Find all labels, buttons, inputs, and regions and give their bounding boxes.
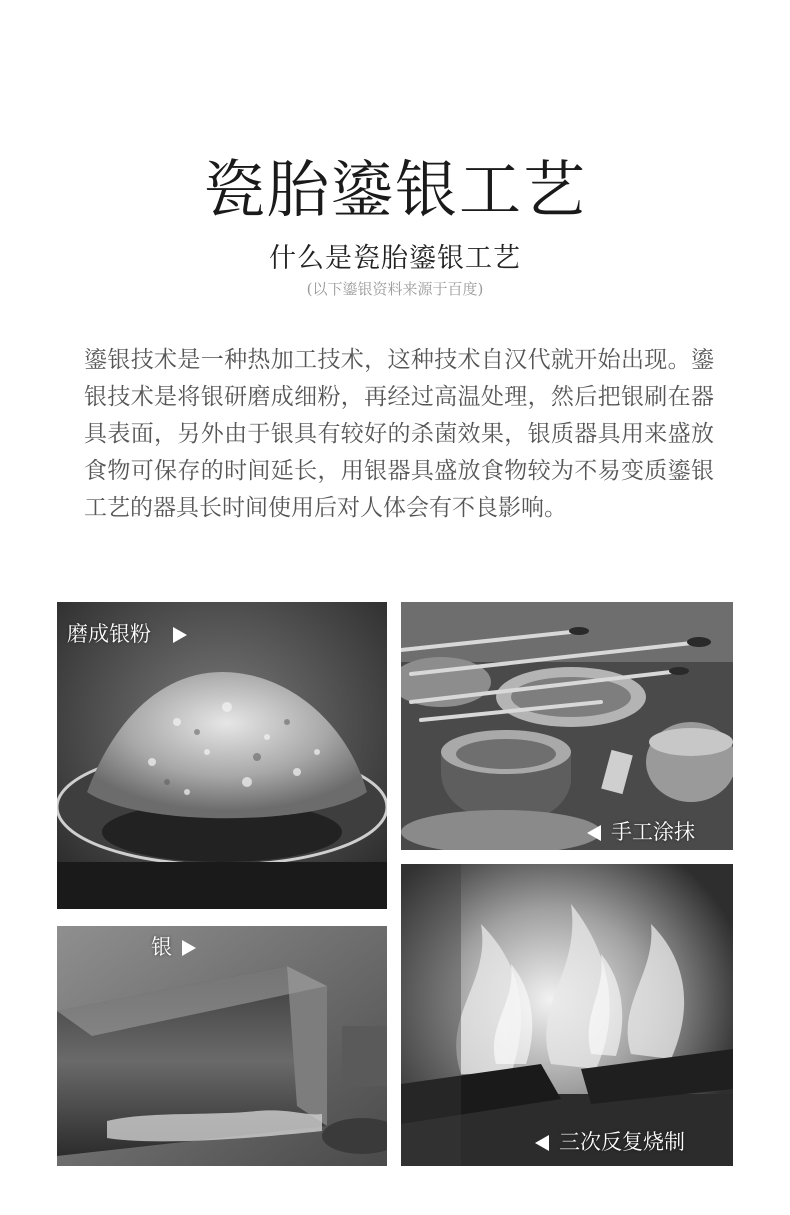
play-arrow-right-icon xyxy=(182,940,196,956)
page-title: 瓷胎鎏银工艺 xyxy=(202,153,587,226)
hand-painting-image xyxy=(401,602,733,850)
photo-hand-painting xyxy=(401,602,733,850)
intro-paragraph: 鎏银技术是一种热加工技术，这种技术自汉代就开始出现。鎏银技术是将银研磨成细粉，再经过高温处理，然后把银刷在器具表面，另外由于银具有较好的杀菌效果，银质器具用来盛放食物可保存的时间延长，用银器具盛放食物较为不易变质鎏银工艺的器具长时间使用后对人体会有不良影响。 xyxy=(84,347,714,521)
play-arrow-right-icon xyxy=(173,627,187,643)
source-note: (以下鎏银资料来源于百度) xyxy=(306,280,484,298)
play-arrow-left-icon xyxy=(587,825,601,841)
play-arrow-left-icon xyxy=(535,1135,549,1151)
photo-label-silver-bar xyxy=(151,931,196,961)
photo-label-text: 手工涂抹 xyxy=(611,820,695,844)
photo-firing xyxy=(401,864,733,1166)
photo-silver-bar xyxy=(57,926,387,1166)
photo-label-text: 三次反复烧制 xyxy=(559,1130,685,1154)
silver-powder-image xyxy=(57,602,387,909)
photo-silver-powder xyxy=(57,602,387,909)
silver-bar-image xyxy=(57,926,387,1166)
photo-label-text: 磨成银粉 xyxy=(67,622,151,646)
photo-label-text: 银 xyxy=(151,935,172,959)
section-subtitle: 什么是瓷胎鎏银工艺 xyxy=(269,243,521,274)
photo-label-silver-powder xyxy=(67,618,187,648)
photo-label-hand-painting xyxy=(587,816,695,846)
photo-label-firing xyxy=(535,1126,685,1156)
firing-flames-image xyxy=(401,864,733,1166)
